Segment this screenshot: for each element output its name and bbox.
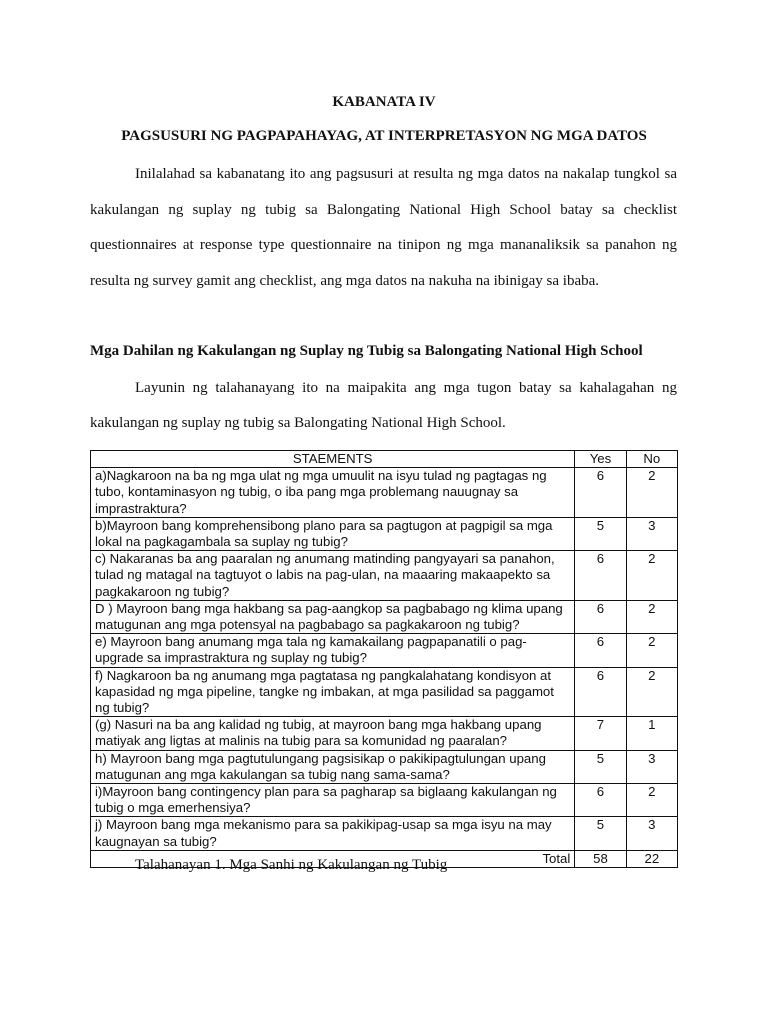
yes-cell: 6 bbox=[575, 468, 626, 518]
yes-cell: 7 bbox=[575, 717, 626, 750]
total-yes: 58 bbox=[575, 850, 626, 867]
table-row bbox=[91, 551, 678, 601]
yes-cell: 6 bbox=[575, 551, 626, 601]
intro-line: Inilalahad sa kabanatang ito ang pagsusuri at resulta ng mga datos na nakalap tungkol sa bbox=[135, 166, 677, 182]
no-cell: 2 bbox=[626, 600, 677, 633]
yes-cell: 6 bbox=[575, 667, 626, 717]
table-header-row bbox=[91, 451, 678, 468]
chapter-subtitle: PAGSUSURI NG PAGPAPAHAYAG, AT INTERPRETASYON NG MGA DATOS bbox=[121, 128, 647, 144]
yes-cell: 6 bbox=[575, 784, 626, 817]
yes-cell: 5 bbox=[575, 817, 626, 850]
intro-line: kakulangan ng suplay ng tubig sa Balongating National High School batay sa checklist bbox=[90, 202, 677, 218]
statement-cell: c) Nakaranas ba ang paaralan ng anumang matinding pangyayari sa panahon, tulad ng matagal na tagtuyot o labis na pag-ulan, na maaaring makaapekto sa pagkakaroon ng tubig? bbox=[91, 551, 575, 601]
table-caption: Talahanayan 1. Mga Sanhi ng Kakulangan ng Tubig bbox=[135, 857, 448, 873]
no-cell: 3 bbox=[626, 817, 677, 850]
no-cell: 2 bbox=[626, 468, 677, 518]
intro-line: resulta ng survey gamit ang checklist, ang mga datos na nakuha na ibinigay sa ibaba. bbox=[90, 273, 600, 289]
statement-cell: D ) Mayroon bang mga hakbang sa pag-aangkop sa pagbabago ng klima upang matugunan ang mga potensyal na pagbabago sa pagkakaroon ng tubig? bbox=[91, 600, 575, 633]
table-row bbox=[91, 634, 678, 667]
intro-line: questionnaires at response type questionnaire na tinipon ng mga mananaliksik sa panahon ng bbox=[90, 237, 677, 253]
no-cell: 1 bbox=[626, 717, 677, 750]
table-row bbox=[91, 817, 678, 850]
header-statements: STAEMENTS bbox=[91, 451, 575, 468]
statement-cell: b)Mayroon bang komprehensibong plano para sa pagtugon at pagpigil sa mga lokal na pagkagambala sa suplay ng tubig? bbox=[91, 517, 575, 550]
total-no: 22 bbox=[626, 850, 677, 867]
header-no: No bbox=[626, 451, 677, 468]
table-row bbox=[91, 750, 678, 783]
no-cell: 2 bbox=[626, 667, 677, 717]
yes-cell: 5 bbox=[575, 750, 626, 783]
yes-cell: 6 bbox=[575, 600, 626, 633]
responses-table bbox=[90, 450, 678, 868]
yes-cell: 6 bbox=[575, 634, 626, 667]
no-cell: 2 bbox=[626, 784, 677, 817]
purpose-line: kakulangan ng suplay ng tubig sa Balongating National High School. bbox=[90, 415, 506, 431]
no-cell: 3 bbox=[626, 750, 677, 783]
no-cell: 2 bbox=[626, 634, 677, 667]
table-row bbox=[91, 600, 678, 633]
no-cell: 3 bbox=[626, 517, 677, 550]
purpose-line: Layunin ng talahanayang ito na maipakita ang mga tugon batay sa kahalagahan ng bbox=[135, 380, 677, 396]
statement-cell: a)Nagkaroon na ba ng mga ulat ng mga umuulit na isyu tulad ng pagtagas ng tubo, kontaminasyon ng tubig, o iba pang mga problemang nauugnay sa imprastraktura? bbox=[91, 468, 575, 518]
statement-cell: f) Nagkaroon ba ng anumang mga pagtatasa ng pangkalahatang kondisyon at kapasidad ng mga pipeline, tangke ng imbakan, at mga pasilidad sa paggamot ng tubig? bbox=[91, 667, 575, 717]
statement-cell: h) Mayroon bang mga pagtutulungang pagsisikap o pakikipagtulungan upang matugunan ang mga kakulangan sa tubig nang sama-sama? bbox=[91, 750, 575, 783]
table-row bbox=[91, 517, 678, 550]
table-row bbox=[91, 667, 678, 717]
header-yes: Yes bbox=[575, 451, 626, 468]
total-label: Total bbox=[91, 850, 575, 867]
statement-cell: i)Mayroon bang contingency plan para sa pagharap sa biglaang kakulangan ng tubig o mga emerhensiya? bbox=[91, 784, 575, 817]
table-row bbox=[91, 784, 678, 817]
statement-cell: e) Mayroon bang anumang mga tala ng kamakailang pagpapanatili o pag-upgrade sa imprastraktura ng suplay ng tubig? bbox=[91, 634, 575, 667]
statement-cell: j) Mayroon bang mga mekanismo para sa pakikipag-usap sa mga isyu na may kaugnayan sa tubig? bbox=[91, 817, 575, 850]
statement-cell: (g) Nasuri na ba ang kalidad ng tubig, at mayroon bang mga hakbang upang matiyak ang ligtas at malinis na tubig para sa komunidad ng paaralan? bbox=[91, 717, 575, 750]
no-cell: 2 bbox=[626, 551, 677, 601]
table-row bbox=[91, 717, 678, 750]
table-row bbox=[91, 468, 678, 518]
chapter-title: KABANATA IV bbox=[332, 94, 436, 110]
section-heading: Mga Dahilan ng Kakulangan ng Suplay ng Tubig sa Balongating National High School bbox=[90, 343, 643, 359]
yes-cell: 5 bbox=[575, 517, 626, 550]
